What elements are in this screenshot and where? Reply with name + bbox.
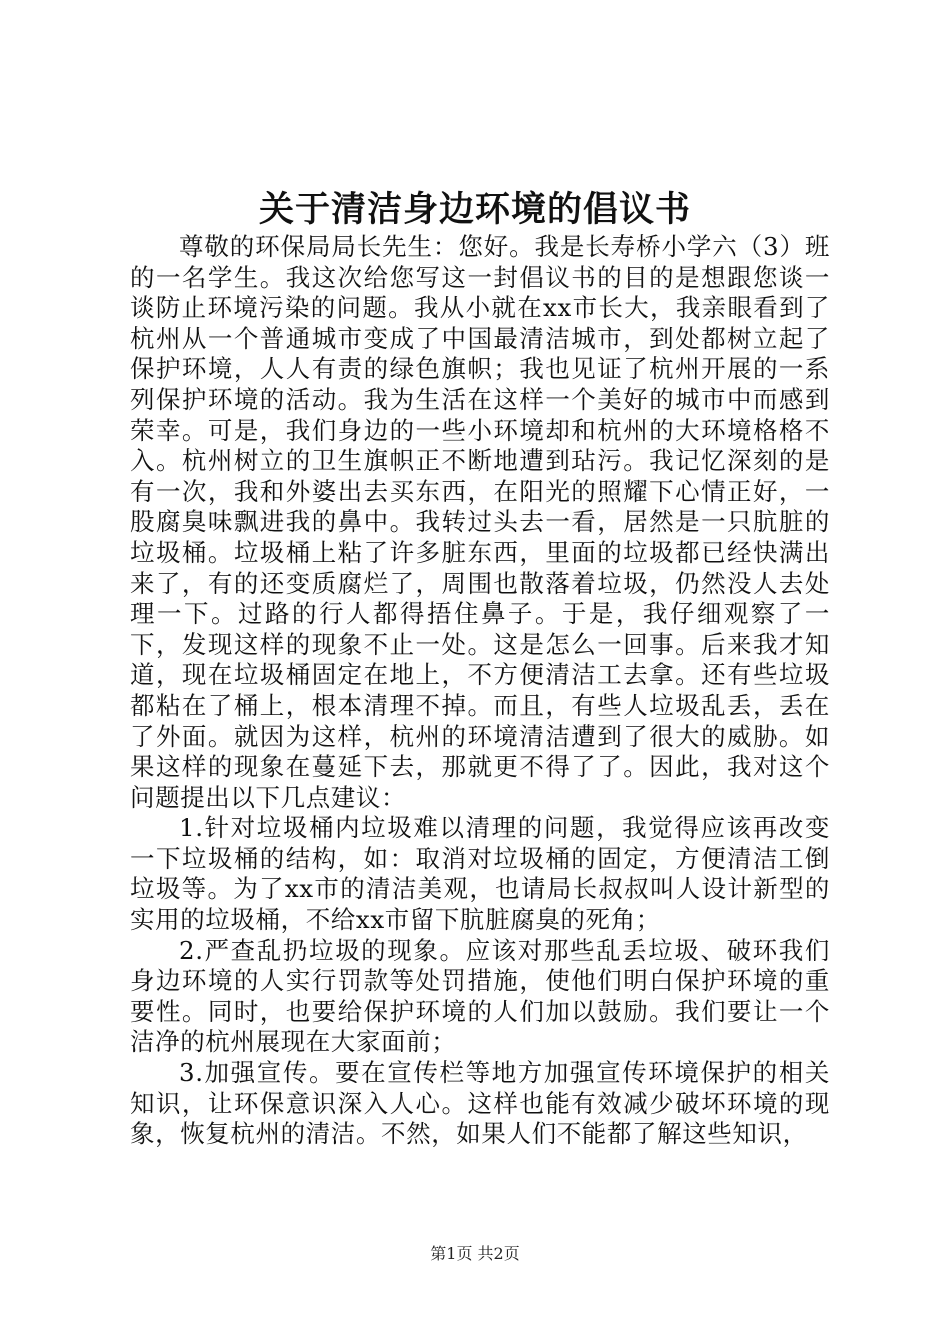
document-title: 关于清洁身边环境的倡议书 <box>258 189 691 230</box>
paragraph-suggestion-3: 3.加强宣传。要在宣传栏等地方加强宣传环境保护的相关知识，让环保意识深入人心。这样也能有效减少破坏环境的现象，恢复杭州的清洁。不然，如果人们不能都了解这些知识， <box>130 1058 830 1149</box>
page-footer: 第1页 共2页 <box>430 1244 520 1263</box>
paragraph-suggestion-2: 2.严查乱扔垃圾的现象。应该对那些乱丢垃圾、破环我们身边环境的人实行罚款等处罚措施，使他们明白保护环境的重要性。同时，也要给保护环境的人们加以鼓励。我们要让一个洁净的杭州展现在大家面前； <box>130 935 830 1057</box>
document-body <box>130 232 830 1150</box>
paragraph-suggestion-1: 1.针对垃圾桶内垃圾难以清理的问题，我觉得应该再改变一下垃圾桶的结构，如：取消对垃圾桶的固定，方便清洁工倒垃圾等。为了xx市的清洁美观，也请局长叔叔叫人设计新型的实用的垃圾桶，不给xx市留下肮脏腐臭的死角； <box>130 813 830 935</box>
paragraph-intro: 尊敬的环保局局长先生：您好。我是长寿桥小学六（3）班的一名学生。我这次给您写这一封倡议书的目的是想跟您谈一谈防止环境污染的问题。我从小就在xx市长大，我亲眼看到了杭州从一个普通城市变成了中国最清洁城市，到处都树立起了保护环境，人人有责的绿色旗帜；我也见证了杭州开展的一系列保护环境的活动。我为生活在这样一个美好的城市中而感到荣幸。可是，我们身边的一些小环境却和杭州的大环境格格不入。杭州树立的卫生旗帜正不断地遭到玷污。我记忆深刻的是有一次，我和外婆出去买东西，在阳光的照耀下心情正好，一股腐臭味飘进我的鼻中。我转过头去一看，居然是一只肮脏的垃圾桶。垃圾桶上粘了许多脏东西，里面的垃圾都已经快满出来了，有的还变质腐烂了，周围也散落着垃圾，仍然没人去处理一下。过路的行人都得捂住鼻子。于是，我仔细观察了一下，发现这样的现象不止一处。这是怎么一回事。后来我才知道，现在垃圾桶固定在地上，不方便清洁工去拿。还有些垃圾都粘在了桶上，根本清理不掉。而且，有些人垃圾乱丢，丢在了外面。就因为这样，杭州的环境清洁遭到了很大的威胁。如果这样的现象在蔓延下去，那就更不得了了。因此，我对这个问题提出以下几点建议： <box>130 232 830 812</box>
